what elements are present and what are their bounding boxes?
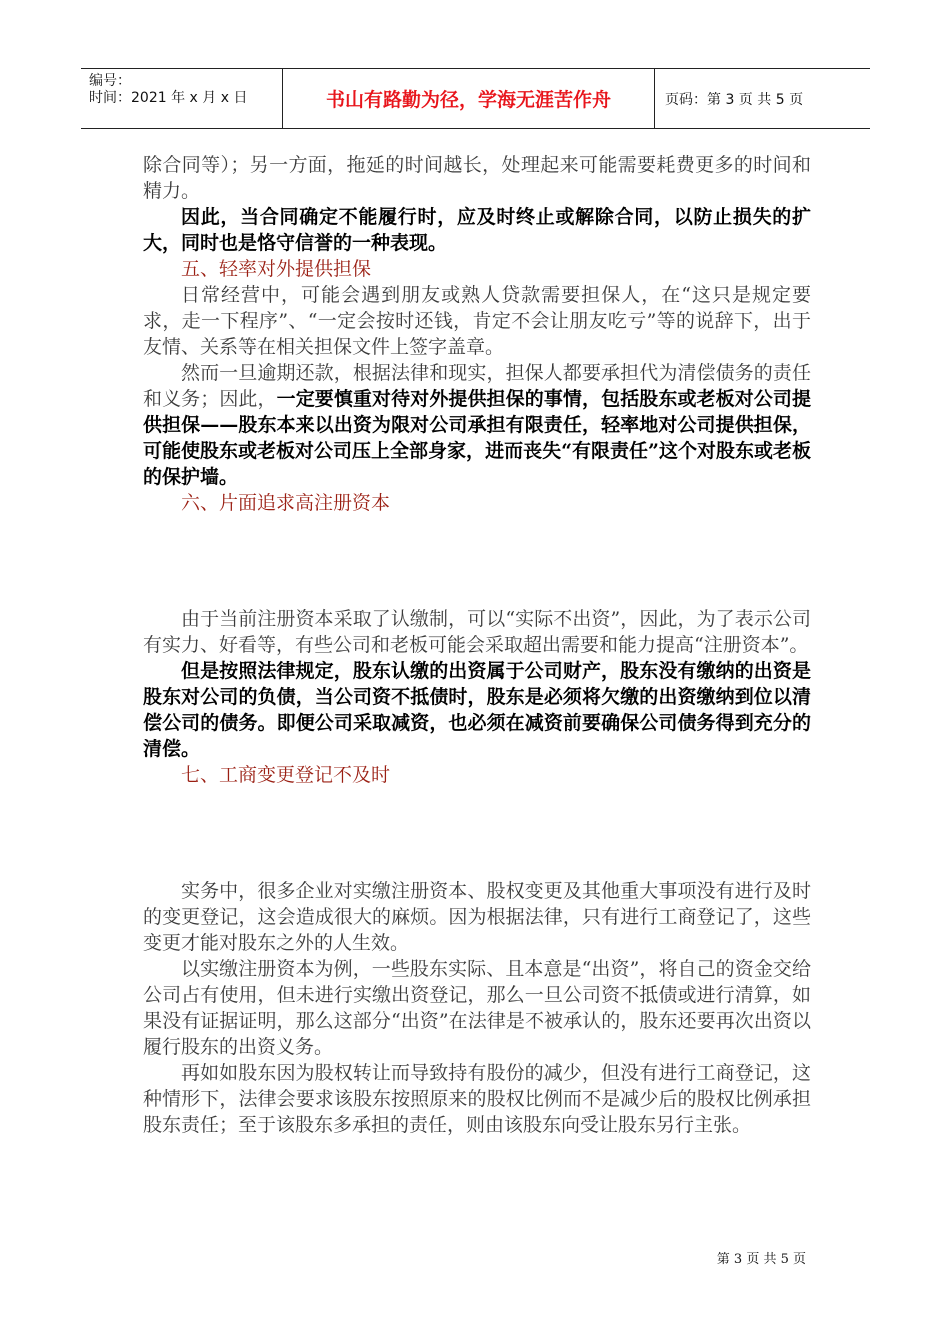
paragraph: 由于当前注册资本采取了认缴制，可以“实际不出资”，因此，为了表示公司有实力、好看等，有些公司和老板可能会采取超出需要和能力提高“注册资本”。 xyxy=(143,608,811,656)
paragraph-bold: 但是按照法律规定，股东认缴的出资属于公司财产，股东没有缴纳的出资是股东对公司的负债，当公司资不抵债时，股东是必须将欠缴的出资缴纳到位以清偿公司的债务。即便公司采取减资，也必须在减资前要确保公司债务得到充分的清偿。 xyxy=(143,660,811,760)
section-heading-6: 六、片面追求高注册资本 xyxy=(181,492,391,514)
paragraph: 除合同等）；另一方面，拖延的时间越长，处理起来可能需要耗费更多的时间和精力。 xyxy=(143,154,811,202)
date-line: 时间：2021 年 x 月 x 日 xyxy=(89,90,248,106)
paragraph-bold-text: 一定要慎重对待对外提供担保的事情，包括股东或老板对公司提供担保——股东本来以出资为限对公司承担有限责任，轻率地对公司提供担保，可能使股东或老板对公司压上全部身家，进而丧失“有限责任”这个对股东或老板的保护墙。 xyxy=(143,388,811,488)
number-label: 编号： xyxy=(89,73,131,89)
page-header xyxy=(81,68,870,129)
header-meta xyxy=(81,69,283,128)
page-footer: 第 3 页 共 5 页 xyxy=(716,1252,806,1267)
section-heading-5: 五、轻率对外提供担保 xyxy=(181,258,372,280)
paragraph-text: 然而一旦逾期还款，根据法律和现实，担保人都要承担代为清偿债务的责任和义务；因此， xyxy=(143,362,811,410)
header-page-info xyxy=(655,69,870,128)
paragraph xyxy=(143,360,811,490)
page-info-text: 页码：第 3 页 共 5 页 xyxy=(665,91,804,108)
blank-space xyxy=(143,516,811,606)
blank-space xyxy=(143,788,811,878)
paragraph: 以实缴注册资本为例，一些股东实际、且本意是“出资”，将自己的资金交给公司占有使用，但未进行实缴出资登记，那么一旦公司资不抵债或进行清算，如果没有证据证明，那么这部分“出资”在法律是不被承认的，股东还要再次出资以履行股东的出资义务。 xyxy=(143,958,811,1058)
motto-text: 书山有路勤为径，学海无涯苦作舟 xyxy=(325,89,611,111)
paragraph: 日常经营中，可能会遇到朋友或熟人贷款需要担保人，在“这只是规定要求，走一下程序”、“一定会按时还钱，肯定不会让朋友吃亏”等的说辞下，出于友情、关系等在相关担保文件上签字盖章。 xyxy=(143,284,811,358)
section-heading-7: 七、工商变更登记不及时 xyxy=(181,764,391,786)
paragraph: 再如如股东因为股权转让而导致持有股份的减少，但没有进行工商登记，这种情形下，法律会要求该股东按照原来的股权比例而不是减少后的股权比例承担股东责任；至于该股东多承担的责任，则由该股东向受让股东另行主张。 xyxy=(143,1062,811,1136)
document-body xyxy=(143,152,811,1138)
paragraph: 实务中，很多企业对实缴注册资本、股权变更及其他重大事项没有进行及时的变更登记，这会造成很大的麻烦。因为根据法律，只有进行工商登记了，这些变更才能对股东之外的人生效。 xyxy=(143,880,811,954)
header-motto xyxy=(283,69,655,128)
paragraph-bold: 因此，当合同确定不能履行时，应及时终止或解除合同，以防止损失的扩大，同时也是恪守信誉的一种表现。 xyxy=(143,206,811,254)
